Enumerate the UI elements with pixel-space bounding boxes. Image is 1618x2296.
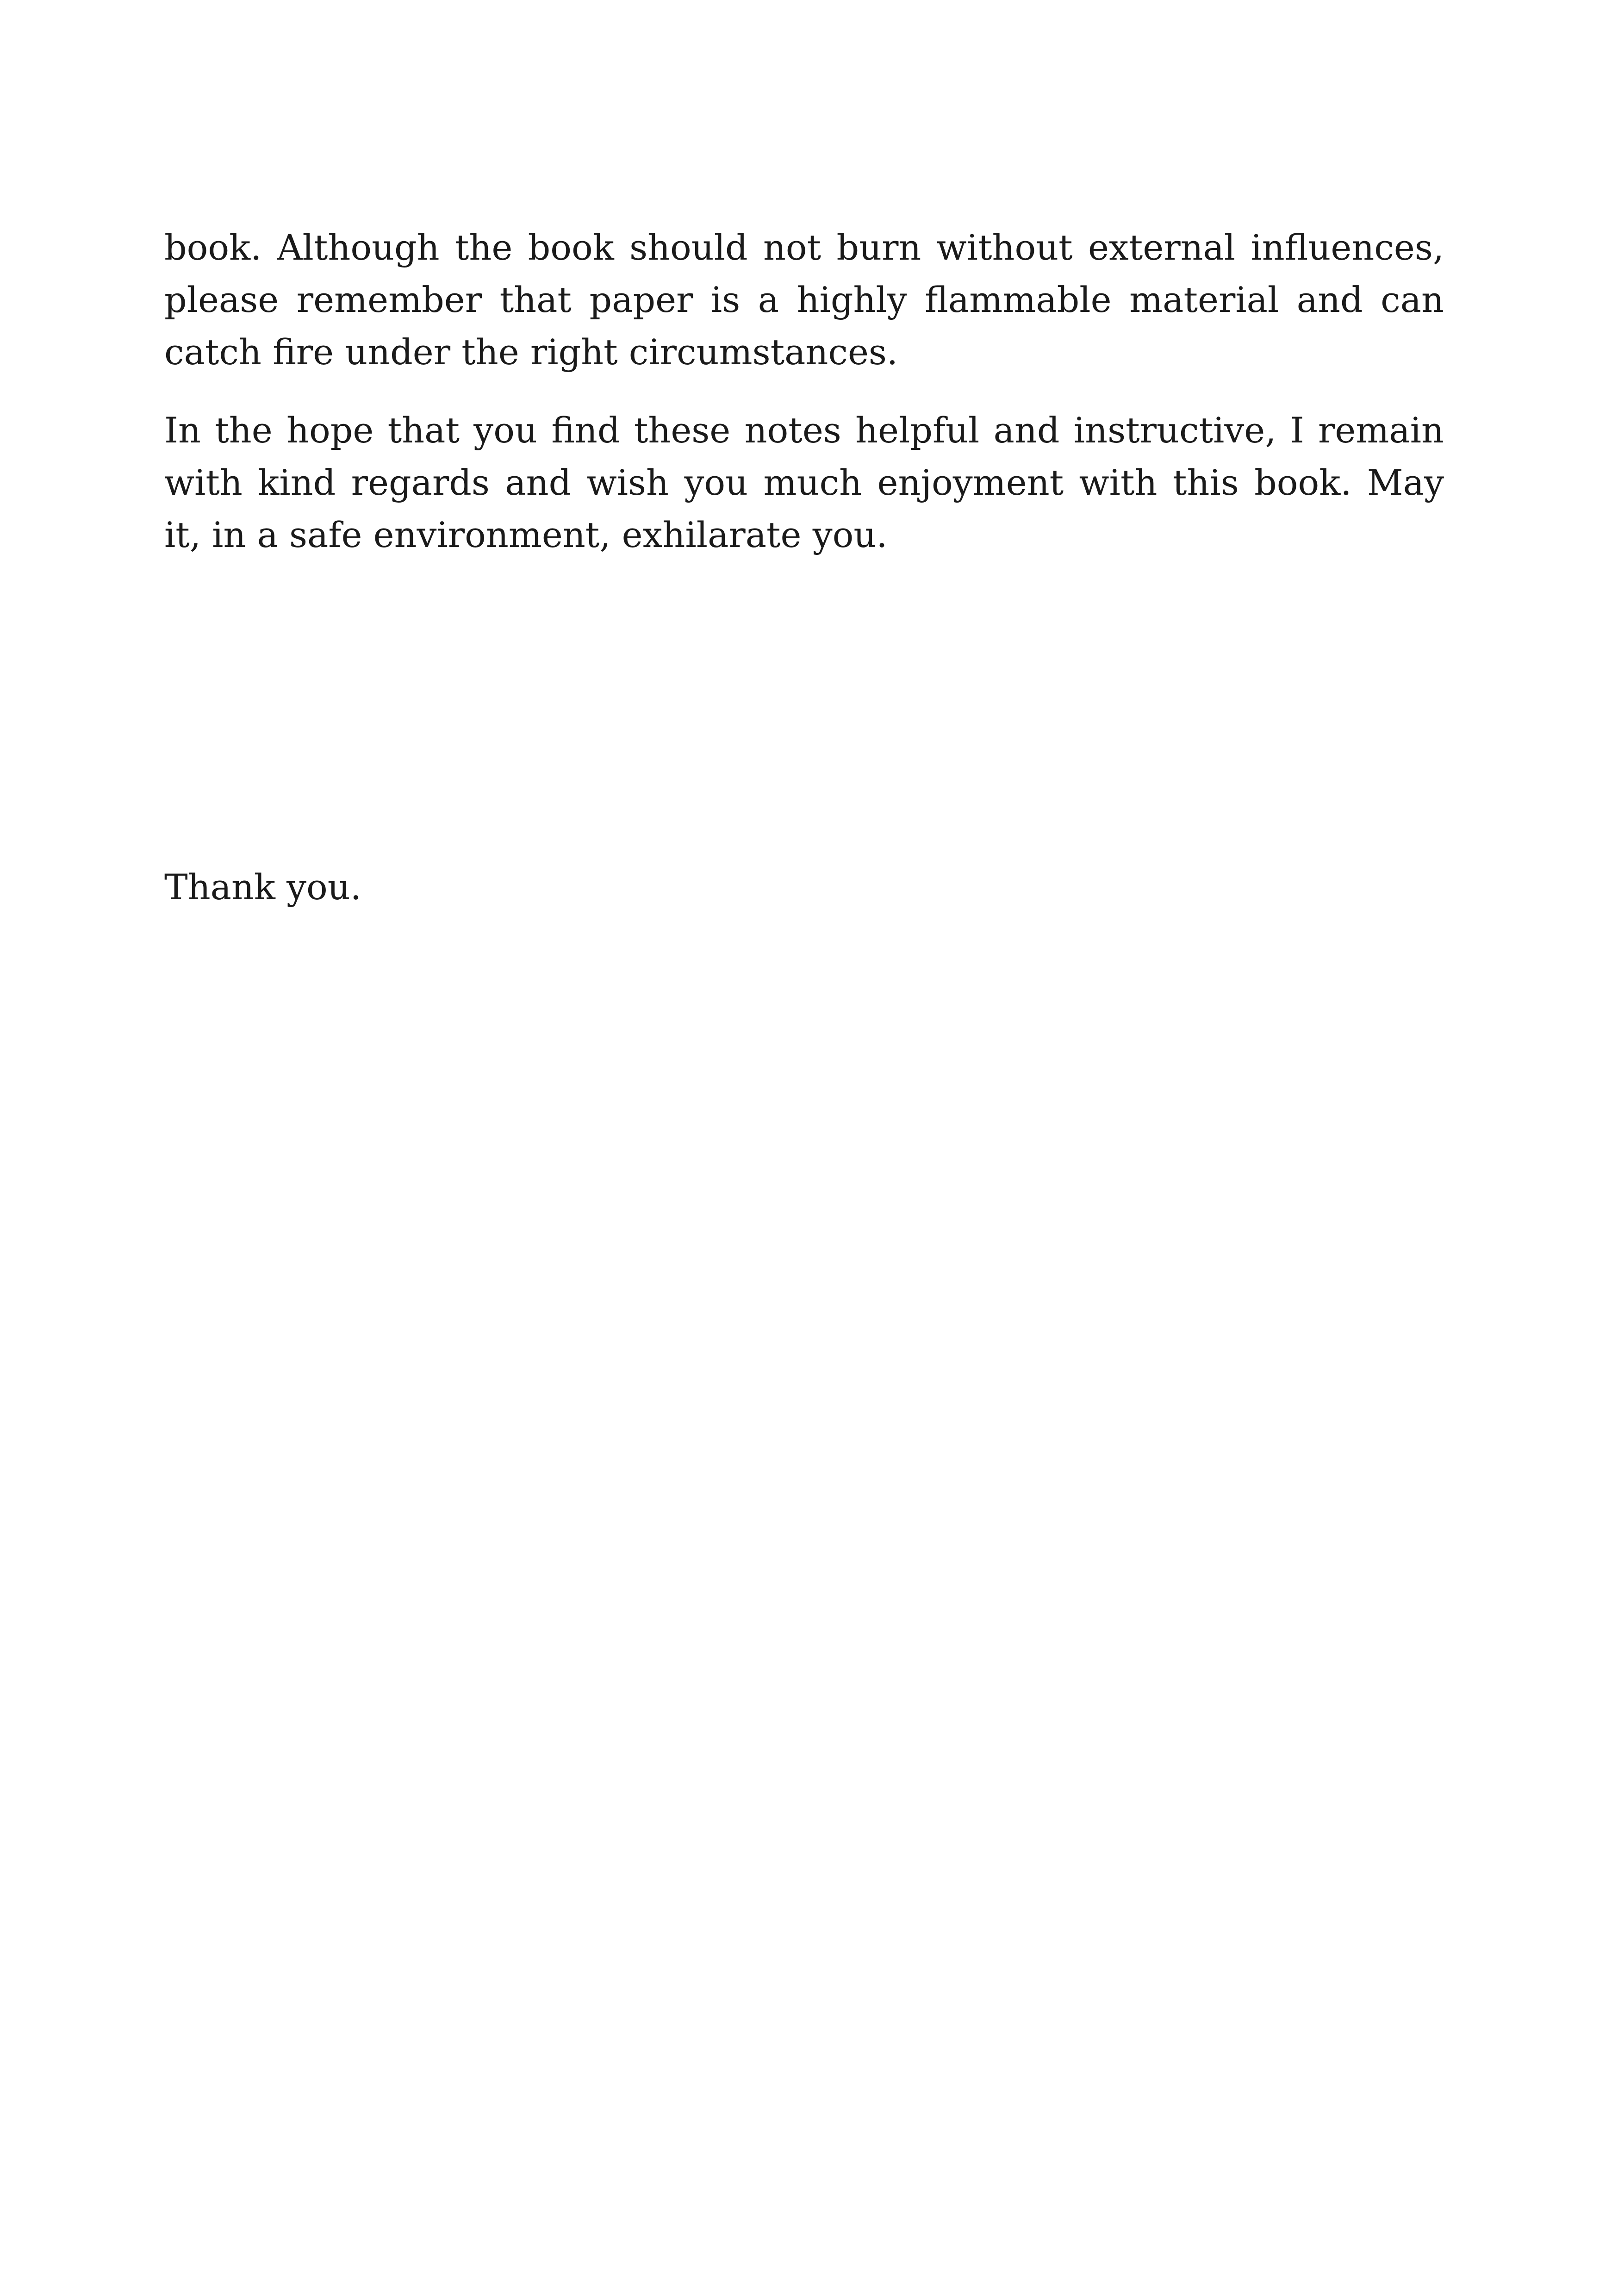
- paragraph-line: book. Although the book should not burn without external influences,: [164, 227, 1444, 268]
- closing-line: Thank you.: [164, 866, 361, 908]
- paragraph-line: In the hope that you find these notes helpful and instructive, I remain: [164, 410, 1444, 451]
- paragraph-line: with kind regards and wish you much enjoyment with this book. May: [164, 462, 1444, 503]
- paragraph-line: catch fire under the right circumstances.: [164, 331, 898, 373]
- paragraph-flammability-warning: [164, 221, 1444, 378]
- paragraph-closing-wishes: [164, 404, 1444, 561]
- paragraph-line: it, in a safe environment, exhilarate you.: [164, 514, 888, 555]
- closing-thank-you: [164, 861, 1444, 913]
- paragraph-line: please remember that paper is a highly flammable material and can: [164, 279, 1444, 320]
